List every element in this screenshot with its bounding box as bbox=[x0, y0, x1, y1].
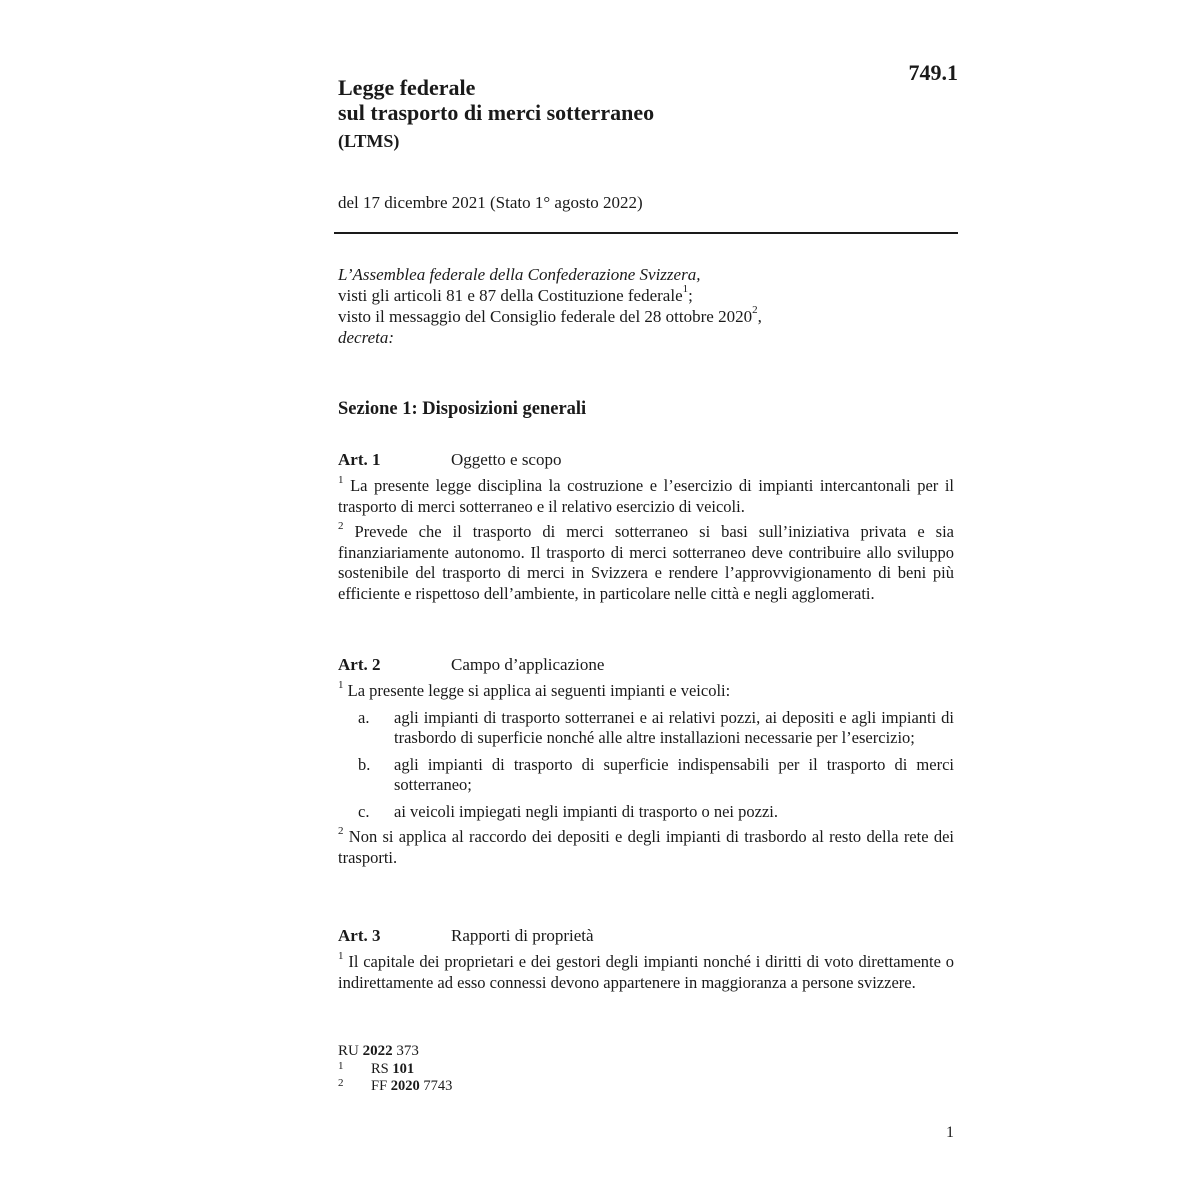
ru-year: 2022 bbox=[362, 1043, 393, 1059]
list-item bbox=[338, 708, 954, 749]
list-letter: b. bbox=[358, 754, 371, 774]
law-abbreviation: (LTMS) bbox=[338, 131, 400, 151]
article-2 bbox=[338, 654, 954, 868]
preamble-considering-1 bbox=[338, 285, 958, 306]
preamble bbox=[338, 264, 958, 348]
preamble-decree: decreta: bbox=[338, 328, 395, 347]
article-title: Rapporti di proprietà bbox=[451, 926, 594, 945]
paragraph-number: 1 bbox=[338, 474, 344, 486]
footnote-bold: 101 bbox=[392, 1061, 415, 1077]
list-item bbox=[338, 802, 954, 823]
law-number: 749.1 bbox=[908, 60, 958, 85]
article-label: Art. 3 bbox=[338, 926, 381, 945]
footnote-text[interactable] bbox=[371, 1061, 414, 1078]
footnote-number: 1 bbox=[338, 1060, 344, 1072]
page-number: 1 bbox=[946, 1124, 954, 1141]
footnote-ref-2[interactable]: 2 bbox=[752, 304, 758, 316]
considering-2-text: visto il messaggio del Consiglio federale del 28 ottobre 2020 bbox=[338, 307, 753, 326]
article-paragraph bbox=[338, 952, 954, 993]
section-heading: Sezione 1: Disposizioni generali bbox=[338, 399, 587, 419]
article-paragraph bbox=[338, 681, 954, 702]
footnote-number: 2 bbox=[338, 1077, 344, 1089]
ru-page: 373 bbox=[396, 1043, 419, 1059]
article-paragraph bbox=[338, 827, 954, 868]
considering-1-text: visti gli articoli 81 e 87 della Costituzione federale bbox=[338, 286, 683, 305]
title-line-1: Legge federale bbox=[338, 75, 476, 100]
list-text: agli impianti di trasporto sotterranei e ai relativi pozzi, ai depositi e agli impianti di trasbordo di superficie nonché alle altre installazioni necessarie per l’esercizio; bbox=[394, 707, 954, 747]
article-title: Campo d’applicazione bbox=[451, 655, 605, 674]
paragraph-text: Non si applica al raccordo dei depositi e degli impianti di trasbordo al resto della rete dei trasporti. bbox=[338, 827, 954, 867]
article-header bbox=[338, 449, 954, 471]
paragraph-number: 2 bbox=[338, 520, 344, 532]
paragraph-number: 1 bbox=[338, 679, 344, 691]
article-header bbox=[338, 654, 954, 676]
considering-1-end: ; bbox=[688, 286, 693, 305]
paragraph-text: La presente legge si applica ai seguenti impianti e veicoli: bbox=[347, 681, 731, 700]
footnote-ref-1[interactable]: 1 bbox=[682, 283, 689, 295]
footnote-prefix: FF bbox=[371, 1078, 388, 1094]
paragraph-text: Il capitale dei proprietari e dei gestori degli impianti nonché i diritti di voto direttamente o indirettamente ad esso connessi devono appartenere in maggioranza a persone svizzere. bbox=[338, 952, 954, 992]
preamble-assembly: L’Assemblea federale della Confederazione Svizzera, bbox=[338, 265, 701, 284]
article-1 bbox=[338, 449, 954, 604]
footnote-suffix: 7743 bbox=[423, 1078, 453, 1094]
list-letter: c. bbox=[358, 801, 370, 821]
article-label: Art. 1 bbox=[338, 450, 381, 469]
paragraph-number: 2 bbox=[338, 825, 344, 837]
footnote-text[interactable] bbox=[371, 1078, 452, 1095]
paragraph-text: Prevede che il trasporto di merci sotterraneo si basi sull’iniziativa privata e sia finanziariamente autonomo. Il trasporto di merci sotterraneo deve contribuire allo sviluppo sostenibile del trasporto di merci in Svizzera e rendere l’approvvigionamento di beni più efficiente e rispettoso dell’ambiente, in particolare nelle città e negli agglomerati. bbox=[338, 522, 954, 603]
article-header bbox=[338, 925, 954, 947]
article-label: Art. 2 bbox=[338, 655, 381, 674]
list-item bbox=[338, 755, 954, 796]
article-paragraph bbox=[338, 476, 954, 517]
title-block bbox=[338, 75, 858, 152]
official-compilation-ref bbox=[338, 1042, 419, 1060]
paragraph-number: 1 bbox=[338, 950, 344, 962]
article-paragraph bbox=[338, 522, 954, 604]
ru-prefix: RU bbox=[338, 1043, 359, 1059]
considering-2-end: , bbox=[757, 307, 762, 326]
list-letter: a. bbox=[358, 707, 370, 727]
footnote-prefix: RS bbox=[371, 1061, 389, 1077]
list-text: agli impianti di trasporto di superficie indispensabili per il trasporto di merci sotterraneo; bbox=[394, 754, 954, 794]
article-title: Oggetto e scopo bbox=[451, 450, 562, 469]
header-divider bbox=[334, 232, 958, 234]
paragraph-text: La presente legge disciplina la costruzione e l’esercizio di impianti intercantonali per il trasporto di merci sotterraneo e il relativo esercizio di veicoli. bbox=[338, 476, 954, 516]
preamble-considering-2 bbox=[338, 306, 958, 327]
footnote-bold: 2020 bbox=[390, 1078, 420, 1094]
article-3 bbox=[338, 925, 954, 993]
enactment-date: del 17 dicembre 2021 (Stato 1° agosto 2022) bbox=[338, 193, 643, 212]
title-line-2: sul trasporto di merci sotterraneo bbox=[338, 100, 655, 125]
list-text: ai veicoli impiegati negli impianti di trasporto o nei pozzi. bbox=[394, 801, 778, 821]
